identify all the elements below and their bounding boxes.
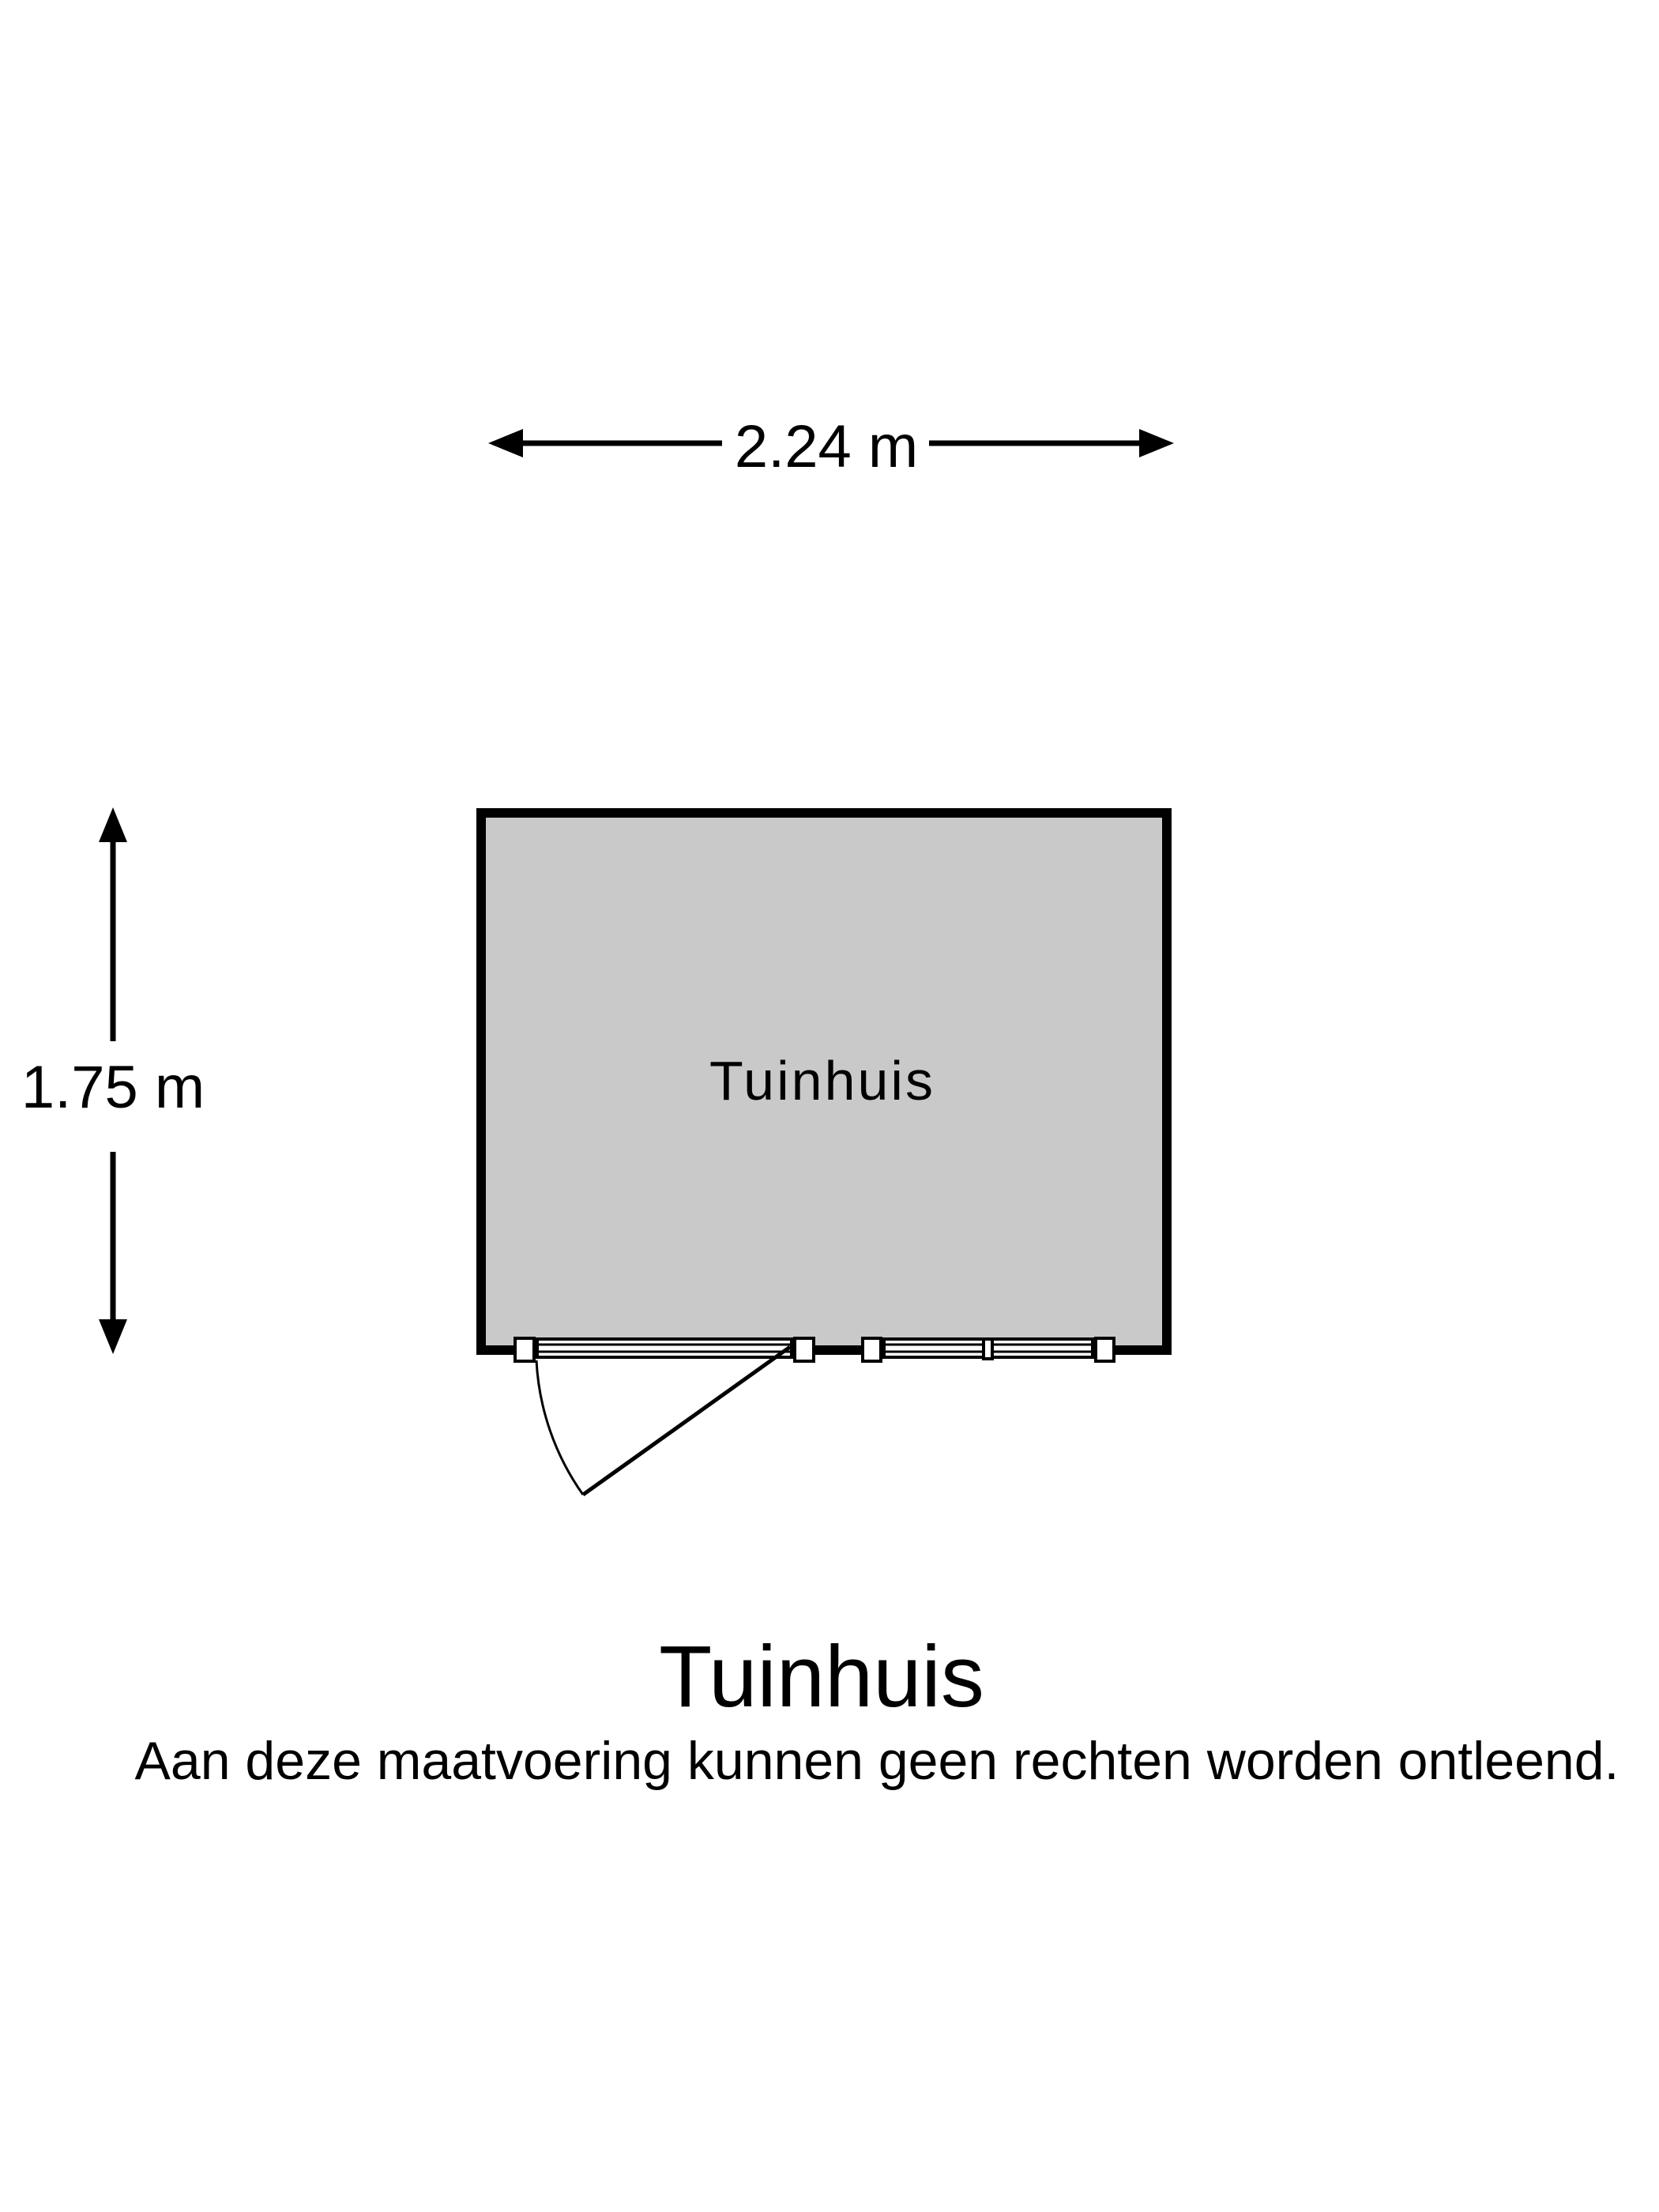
arrow-left-icon xyxy=(488,429,523,457)
door-swing-arc xyxy=(536,1360,583,1495)
window-mullion-right xyxy=(1096,1338,1114,1361)
width-dimension-label: 2.24 m xyxy=(734,413,919,480)
window-mullion-left xyxy=(863,1338,881,1361)
arrow-down-icon xyxy=(99,1319,127,1354)
arrow-up-icon xyxy=(99,807,127,842)
window-mullion-middle xyxy=(984,1339,992,1359)
floorplan-disclaimer: Aan deze maatvoering kunnen geen rechten worden ontleend. xyxy=(134,1731,1620,1791)
door-jamb-left xyxy=(515,1338,534,1361)
width-dimension xyxy=(488,413,1174,480)
height-dimension-label: 1.75 m xyxy=(21,1054,205,1121)
door-frame xyxy=(537,1339,792,1357)
door-jamb-right xyxy=(795,1338,814,1361)
floorplan-title: Tuinhuis xyxy=(659,1628,984,1725)
door-assembly xyxy=(515,1338,814,1495)
arrow-right-icon xyxy=(1139,429,1174,457)
door-leaf xyxy=(583,1347,790,1495)
height-dimension xyxy=(21,807,205,1354)
window-assembly xyxy=(863,1338,1114,1361)
room-label: Tuinhuis xyxy=(709,1050,935,1112)
